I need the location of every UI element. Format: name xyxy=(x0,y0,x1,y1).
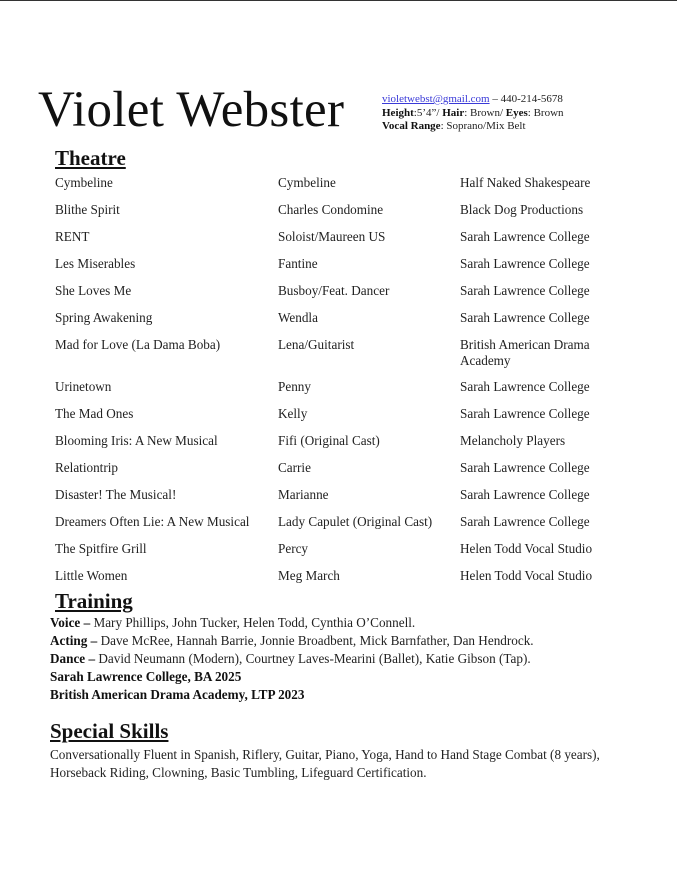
role: Fantine xyxy=(278,256,318,271)
credit-row xyxy=(55,541,625,568)
role: Meg March xyxy=(278,568,340,583)
role: Busboy/Feat. Dancer xyxy=(278,283,390,298)
phone-separator: – xyxy=(489,93,501,105)
role: Cymbeline xyxy=(278,175,336,190)
training-block xyxy=(50,614,650,704)
show-title: Spring Awakening xyxy=(55,310,153,325)
show-title: She Loves Me xyxy=(55,283,132,298)
theatre-heading: Theatre xyxy=(55,146,126,170)
show-title: Les Miserables xyxy=(55,256,136,271)
vocal-range-value: : Soprano/Mix Belt xyxy=(440,120,526,132)
top-border xyxy=(0,0,677,1)
eyes-value: : Brown xyxy=(527,106,564,119)
company: Helen Todd Vocal Studio xyxy=(460,541,593,556)
phone-number: 440-214-5678 xyxy=(500,93,563,105)
role: Carrie xyxy=(278,460,311,475)
voice-training xyxy=(50,614,650,632)
credit-row xyxy=(55,406,625,433)
credit-row xyxy=(55,229,625,256)
company: Sarah Lawrence College xyxy=(460,487,590,502)
height-label: Height xyxy=(382,106,414,119)
height-value: :5’4”/ xyxy=(413,106,443,119)
company: British American Drama Academy xyxy=(460,337,590,368)
special-skills-text: Conversationally Fluent in Spanish, Riflery, Guitar, Piano, Yoga, Hand to Hand Stage Combat (8 years), Horseback Riding, Clowning, Basic Tumbling, Lifeguard Certification. xyxy=(50,747,600,780)
hair-value: : Brown/ xyxy=(464,106,506,119)
dance-training xyxy=(50,650,650,668)
show-title: Little Women xyxy=(55,568,128,583)
show-title: The Spitfire Grill xyxy=(55,541,147,556)
training-heading: Training xyxy=(55,589,133,613)
dance-label: Dance – xyxy=(50,651,96,666)
company: Sarah Lawrence College xyxy=(460,514,590,529)
credit-row xyxy=(55,337,625,379)
role: Soloist/Maureen US xyxy=(278,229,386,244)
education-line xyxy=(50,686,650,704)
role: Kelly xyxy=(278,406,308,421)
role: Fifi (Original Cast) xyxy=(278,433,380,448)
credit-row xyxy=(55,256,625,283)
company: Black Dog Productions xyxy=(460,202,584,217)
company: Sarah Lawrence College xyxy=(460,256,590,271)
acting-label: Acting – xyxy=(50,633,98,648)
eyes-label: Eyes xyxy=(505,106,528,119)
company: Melancholy Players xyxy=(460,433,566,448)
role: Percy xyxy=(278,541,309,556)
physical-stats-line xyxy=(382,107,564,121)
credit-row xyxy=(55,487,625,514)
hair-label: Hair xyxy=(442,106,465,119)
role: Charles Condomine xyxy=(278,202,384,217)
company: Sarah Lawrence College xyxy=(460,460,590,475)
company: Sarah Lawrence College xyxy=(460,379,590,394)
show-title: Blithe Spirit xyxy=(55,202,120,217)
special-skills-heading: Special Skills xyxy=(50,719,169,743)
role: Marianne xyxy=(278,487,329,502)
show-title: Mad for Love (La Dama Boba) xyxy=(55,337,221,352)
resume-name: Violet Webster xyxy=(38,82,345,138)
show-title: RENT xyxy=(55,229,90,244)
company: Sarah Lawrence College xyxy=(460,229,590,244)
role: Lady Capulet (Original Cast) xyxy=(278,514,433,529)
show-title: Urinetown xyxy=(55,379,112,394)
contact-block xyxy=(382,93,564,134)
vocal-range-label: Vocal Range xyxy=(382,120,441,132)
credit-row xyxy=(55,310,625,337)
role: Penny xyxy=(278,379,311,394)
role: Lena/Guitarist xyxy=(278,337,355,352)
credit-row xyxy=(55,202,625,229)
show-title: Disaster! The Musical! xyxy=(55,487,177,502)
vocal-range-line xyxy=(382,120,564,134)
credit-row xyxy=(55,433,625,460)
company: Helen Todd Vocal Studio xyxy=(460,568,593,583)
theatre-credits xyxy=(55,175,625,595)
credit-row xyxy=(55,568,625,595)
company: Sarah Lawrence College xyxy=(460,310,590,325)
show-title: Cymbeline xyxy=(55,175,113,190)
dance-teachers: David Neumann (Modern), Courtney Laves-Mearini (Ballet), Katie Gibson (Tap). xyxy=(95,651,531,666)
education-line xyxy=(50,668,650,686)
credit-row xyxy=(55,460,625,487)
voice-teachers: Mary Phillips, John Tucker, Helen Todd, Cynthia O’Connell. xyxy=(90,615,416,630)
credit-row xyxy=(55,283,625,310)
acting-training xyxy=(50,632,650,650)
credit-row xyxy=(55,514,625,541)
show-title: Blooming Iris: A New Musical xyxy=(55,433,218,448)
acting-teachers: Dave McRee, Hannah Barrie, Jonnie Broadbent, Mick Barnfather, Dan Hendrock. xyxy=(97,633,534,648)
contact-line xyxy=(382,93,564,107)
education-ba: Sarah Lawrence College, BA 2025 xyxy=(50,669,242,684)
company: Half Naked Shakespeare xyxy=(460,175,591,190)
education-ltp: British American Drama Academy, LTP 2023 xyxy=(50,687,305,702)
company: Sarah Lawrence College xyxy=(460,406,590,421)
company: Sarah Lawrence College xyxy=(460,283,590,298)
credit-row xyxy=(55,175,625,202)
role: Wendla xyxy=(278,310,318,325)
voice-label: Voice – xyxy=(50,615,91,630)
email-link[interactable]: violetwebst@gmail.com xyxy=(382,93,490,105)
show-title: The Mad Ones xyxy=(55,406,134,421)
credit-row xyxy=(55,379,625,406)
show-title: Relationtrip xyxy=(55,460,118,475)
show-title: Dreamers Often Lie: A New Musical xyxy=(55,514,250,529)
